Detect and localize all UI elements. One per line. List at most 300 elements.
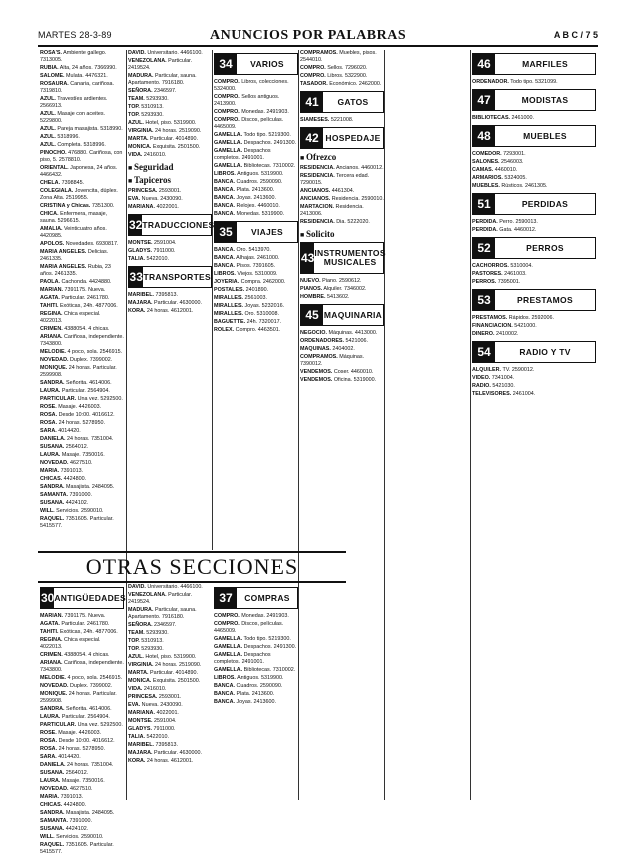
- classified-ad: NUEVO. Piano. 2590612.: [300, 278, 362, 284]
- classified-ad: GAMELLA. Todo tipo. 5219300.: [214, 636, 291, 642]
- ad-keyword: TAHITI.: [40, 629, 59, 635]
- ad-keyword: JOYERIA.: [214, 279, 240, 285]
- ad-keyword: TAHITI.: [40, 303, 59, 309]
- ad-keyword: AGATA.: [40, 295, 60, 301]
- ad-keyword: PINOCHO.: [40, 150, 67, 156]
- classified-ad: SARA. 4014420.: [40, 754, 81, 760]
- ad-keyword: PIANOS.: [300, 286, 323, 292]
- classified-ad: VENEZOLANA. Particular. 2419524.: [128, 592, 193, 605]
- classified-ad: EVA. Nueva. 2430090.: [128, 196, 183, 202]
- section-transportes: [128, 266, 212, 288]
- ad-keyword: GAMELLA.: [214, 644, 243, 650]
- ad-keyword: LAURA.: [40, 452, 61, 458]
- classified-ad: COMPRO. Discos, películas. 4465009.: [214, 621, 284, 634]
- classified-ad: TEAM. 5293930.: [128, 96, 169, 102]
- ad-keyword: REGINA.: [40, 311, 63, 317]
- ad-keyword: MARTACION.: [300, 204, 335, 210]
- column-5-prestamos-list: [472, 315, 596, 338]
- ad-keyword: MAJARA.: [128, 750, 153, 756]
- section-hospedaje: [300, 127, 384, 149]
- paper-page-number: A B C / 7 5: [553, 30, 598, 40]
- classified-ad: AZUL. Pareja masajista. 5318990.: [40, 126, 123, 132]
- ad-keyword: COMPRO.: [214, 117, 240, 123]
- ad-keyword: CRISTINA y Chicas.: [40, 203, 91, 209]
- ad-keyword: SANDRA.: [40, 810, 65, 816]
- ad-keyword: PERDIDA.: [472, 219, 498, 225]
- classified-ad: MONTSE. 2591004.: [128, 240, 177, 246]
- ad-keyword: CHELA.: [40, 180, 61, 186]
- classified-ad: SUSANA. 2564012.: [40, 444, 89, 450]
- classified-ad: SEÑORA. 2346597.: [128, 88, 177, 94]
- ad-keyword: MARIANA.: [128, 204, 155, 210]
- ad-keyword: GAMELLA.: [214, 163, 243, 169]
- classified-ad: AGATA. Particular. 2461780.: [40, 621, 110, 627]
- column-rule: [126, 50, 127, 800]
- column-rule: [470, 50, 471, 800]
- ad-keyword: MARTA.: [128, 136, 149, 142]
- ad-keyword: MONTSE.: [128, 718, 153, 724]
- classified-ad: DANIELA. 24 horas. 7351004.: [40, 436, 114, 442]
- ad-keyword: COMPRO.: [214, 109, 240, 115]
- ad-keyword: ARIANA.: [40, 660, 63, 666]
- classified-ad: RADIO. 5421030.: [472, 383, 515, 389]
- ad-keyword: TOP.: [128, 638, 140, 644]
- ad-keyword: RAQUEL.: [40, 842, 65, 848]
- ad-keyword: COMPRAMOS.: [300, 50, 338, 56]
- ad-keyword: ROSA.: [40, 746, 58, 752]
- section-perros: [472, 237, 596, 259]
- ad-keyword: GAMELLA.: [214, 667, 243, 673]
- ad-keyword: SARA.: [40, 754, 57, 760]
- ad-keyword: MONTSE.: [128, 240, 153, 246]
- classified-ad: MAJARA. Particular. 4630000.: [128, 750, 203, 756]
- classified-ad: TASADOR. Económico. 2462000.: [300, 81, 382, 87]
- classified-ad: TEAM. 5293930.: [128, 630, 169, 636]
- classified-ad: SIAMESES. 5221008.: [300, 117, 354, 123]
- classified-ad: ROSA. Desde 10:00. 4016612.: [40, 412, 115, 418]
- ad-keyword: LAURA.: [40, 388, 61, 394]
- classified-ad: CHICAS. 4424800.: [40, 476, 87, 482]
- ad-keyword: MARIA ANGELES.: [40, 264, 87, 270]
- ad-keyword: ROSE.: [40, 730, 57, 736]
- section-number: 37: [215, 588, 237, 608]
- column-rule: [384, 50, 385, 800]
- classified-ad: KORA. 24 horas. 4612001.: [128, 758, 194, 764]
- section-title: RADIO Y TV: [519, 346, 571, 357]
- ad-keyword: CAMAS.: [472, 167, 494, 173]
- column-5-perros-list: [472, 263, 596, 286]
- classified-ad: PRINCESA. 2593001.: [128, 694, 182, 700]
- classified-ad: VENDEMOS. Coser. 4460010.: [300, 369, 374, 375]
- classified-ad: RESIDENCIA. Dia. 5222020.: [300, 219, 370, 225]
- classified-ad: SUSANA. 2564012.: [40, 770, 89, 776]
- ad-keyword: GAMELLA.: [214, 132, 243, 138]
- classified-ad: PERDIDA. Gata. 4460012.: [472, 227, 537, 233]
- ad-keyword: PARTICULAR.: [40, 396, 77, 402]
- ad-keyword: SARA.: [40, 428, 57, 434]
- classified-ad: ROSE. Masaje. 4426003.: [40, 404, 102, 410]
- classified-ad: ROLEX. Compro. 4463501.: [214, 327, 281, 333]
- ad-keyword: PARTICULAR.: [40, 722, 77, 728]
- classified-ad: GLADYS. 7911000.: [128, 248, 176, 254]
- ad-keyword: LAURA.: [40, 714, 61, 720]
- ad-keyword: KORA.: [128, 758, 146, 764]
- ad-keyword: VENDEMOS.: [300, 377, 333, 383]
- section-number: 41: [301, 92, 323, 112]
- section-number: 45: [301, 305, 323, 325]
- ad-keyword: SUSANA.: [40, 500, 65, 506]
- ad-keyword: PRESTAMOS.: [472, 315, 508, 321]
- classified-ad: PINOCHO. 476880. Cariñosa, con piso, 5. 2578810.: [40, 150, 123, 163]
- ad-keyword: CRIMEN.: [40, 652, 63, 658]
- classified-ad: RESIDENCIA. Tercera edad. 7290015.: [300, 173, 370, 186]
- ad-keyword: TOP.: [128, 112, 140, 118]
- ad-keyword: COLEGIALA.: [40, 188, 74, 194]
- classified-ad: LIBROS. Viejos. 5310009.: [214, 271, 278, 277]
- lower-column-3: [214, 584, 298, 798]
- classified-ad: WILL. Servicios. 2590010.: [40, 834, 104, 840]
- classified-ad: RUBIA. Alta, 24 años. 7366990.: [40, 65, 117, 71]
- classified-ad: MARIA ANGELES. Rubia, 23 años. 2461335.: [40, 264, 111, 277]
- classified-ad: ANCIANOS. 4461304.: [300, 188, 355, 194]
- ad-keyword: COMPRO.: [214, 79, 240, 85]
- ad-keyword: WILL.: [40, 508, 55, 514]
- classified-ad: DINERO. 2410002.: [472, 331, 519, 337]
- section-muebles: [472, 125, 596, 147]
- ad-keyword: LIBROS.: [214, 675, 236, 681]
- otras-secciones-banner: OTRAS SECCIONES: [38, 551, 346, 583]
- classified-ad: CHICAS. 4424800.: [40, 802, 87, 808]
- classified-ad: BIBLIOTECAS. 2461000.: [472, 115, 535, 121]
- lower-column-3-list: [214, 613, 298, 706]
- classified-ad: ARIANA. Cariñosa, independiente. 7343800.: [40, 660, 124, 673]
- column-4-top-list: [300, 50, 384, 88]
- ad-keyword: TEAM.: [128, 630, 145, 636]
- ad-keyword: AZUL.: [40, 111, 56, 117]
- classified-ad: SANDRA. Señorita. 4614006.: [40, 706, 112, 712]
- classified-ad: ROSAURA. Canaria, cariñosa. 7319810.: [40, 81, 115, 94]
- section-marfiles: [472, 53, 596, 75]
- ad-keyword: MELODIE.: [40, 675, 67, 681]
- classified-ad: PRINCESA. 2593001.: [128, 188, 182, 194]
- classified-ad: DAVID. Universitario. 4466100.: [128, 584, 203, 590]
- classified-ad: NOVEDAD. 4627510.: [40, 460, 93, 466]
- classified-ad: PERROS. 7395001.: [472, 279, 521, 285]
- section-title: MODISTAS: [521, 94, 569, 105]
- ad-keyword: BANCA.: [214, 187, 235, 193]
- classified-ad: VIRGINIA. 24 horas. 2519090.: [128, 128, 202, 134]
- ad-keyword: BAGUETTE.: [214, 319, 246, 325]
- classified-ad: COMPRAMOS. Muebles, pisos. 2544010.: [300, 50, 377, 63]
- classified-ad: DAVID. Universitario. 4466100.: [128, 50, 203, 56]
- classified-ad: SALOME. Mulata. 4476321.: [40, 73, 108, 79]
- classified-ad: LAURA. Particular. 2564904.: [40, 714, 110, 720]
- ad-keyword: MAQUINAS.: [300, 346, 331, 352]
- section-number: 30: [41, 588, 54, 608]
- section-number: 42: [301, 128, 323, 148]
- section-number: 53: [473, 290, 495, 310]
- section-number: 52: [473, 238, 495, 258]
- classified-ad: MARTA. Particular. 4014890.: [128, 670, 199, 676]
- section-title: INSTRUMENTOS MUSICALES: [314, 248, 386, 267]
- ad-keyword: KORA.: [128, 308, 146, 314]
- ad-keyword: SANDRA.: [40, 484, 65, 490]
- classified-ad: TALIA. 5422010.: [128, 734, 169, 740]
- ad-keyword: HOMBRE.: [300, 294, 326, 300]
- classified-ad: TOP. 5293930.: [128, 646, 164, 652]
- ad-keyword: EVA.: [128, 702, 141, 708]
- classified-ad: RESIDENCIA. Ancianos. 4460012.: [300, 165, 384, 171]
- ad-keyword: MARIAN.: [40, 613, 64, 619]
- ad-keyword: MUEBLES.: [472, 183, 500, 189]
- section-title: HOSPEDAJE: [325, 132, 381, 143]
- classified-ad: PRESTAMOS. Rápidos. 2592006.: [472, 315, 555, 321]
- ad-keyword: LIBROS.: [214, 271, 236, 277]
- ad-keyword: MONICA.: [128, 144, 152, 150]
- classified-ad: VIDA. 2416010.: [128, 686, 167, 692]
- ad-keyword: TELEVISORES.: [472, 391, 512, 397]
- ad-keyword: MIRALLES.: [214, 295, 244, 301]
- classified-ad: SUSANA. 4424102.: [40, 826, 89, 832]
- ad-keyword: SANDRA.: [40, 380, 65, 386]
- ad-keyword: LIBROS.: [214, 171, 236, 177]
- classified-ad: SALONES. 2546003.: [472, 159, 524, 165]
- ad-keyword: VENEZOLANA.: [128, 592, 167, 598]
- ad-keyword: SUSANA.: [40, 826, 65, 832]
- section-number: 48: [473, 126, 495, 146]
- classified-ad: CHICA. Enfermera, masaje, sauna. 5296615.: [40, 211, 108, 224]
- classified-ad: ROSE. Masaje. 4426003.: [40, 730, 102, 736]
- ad-keyword: BANCA.: [214, 683, 235, 689]
- classified-ad: APOLOS. Novedades. 6930817.: [40, 241, 119, 247]
- classified-ad: EVA. Nueva. 2430090.: [128, 702, 183, 708]
- section-title: VARIOS: [250, 58, 284, 69]
- ad-keyword: PERDIDA.: [472, 227, 498, 233]
- ad-keyword: ALQUILER.: [472, 367, 502, 373]
- ad-keyword: MONIQUE.: [40, 365, 68, 371]
- ad-keyword: COMPRO.: [214, 94, 240, 100]
- ad-keyword: RESIDENCIA.: [300, 173, 335, 179]
- classified-ad: NOVEDAD. 4627510.: [40, 786, 93, 792]
- ad-keyword: GAMELLA.: [214, 652, 243, 658]
- ad-keyword: ROSA.: [40, 420, 58, 426]
- classified-ad: MARIA. 7391013.: [40, 468, 84, 474]
- column-5-muebles-list: [472, 151, 596, 190]
- classified-ad: AZUL. 5318996.: [40, 134, 80, 140]
- column-1: [40, 50, 124, 548]
- ad-keyword: AMALIA.: [40, 226, 63, 232]
- ad-keyword: COMPRO.: [300, 73, 326, 79]
- classified-ad: SUSANA. 4424102.: [40, 500, 89, 506]
- ad-keyword: DINERO.: [472, 331, 495, 337]
- ad-keyword: AZUL.: [128, 120, 144, 126]
- ad-keyword: SEÑORA.: [128, 88, 153, 94]
- section-title: PERDIDAS: [521, 198, 569, 209]
- classified-ad: PARTICULAR. Una vez. 5292500.: [40, 396, 123, 402]
- ad-keyword: COMEDOR.: [472, 151, 502, 157]
- classified-ad: SAMANTA. 7391000.: [40, 492, 93, 498]
- classified-ad: BANCA. Relojes. 4460010.: [214, 203, 280, 209]
- ad-keyword: VENDEMOS.: [300, 369, 333, 375]
- ad-keyword: MARIBEL.: [128, 292, 155, 298]
- classified-ad: SARA. 4014420.: [40, 428, 81, 434]
- classified-ad: MARIA ANGELES. Delicias. 2461335.: [40, 249, 109, 262]
- classified-ad: ARIANA. Cariñosa, independiente. 7343800.: [40, 334, 124, 347]
- header-rule: [38, 45, 598, 47]
- ad-keyword: BANCA.: [214, 255, 235, 261]
- classified-ad: COMPRAMOS. Máquinas. 7390012.: [300, 354, 365, 367]
- classified-ad: REGINA. Chica especial. 4022013.: [40, 311, 101, 324]
- column-5-marfiles-list: [472, 79, 596, 86]
- classified-ad: ROSA. 24 horas. 5278950.: [40, 746, 106, 752]
- ad-keyword: MARIAN.: [40, 287, 64, 293]
- classified-ad: MARIAN. 7391175. Nueva.: [40, 287, 106, 293]
- classified-ad: ROSA. Desde 10:00. 4016612.: [40, 738, 115, 744]
- column-4-bottom-list: [300, 330, 384, 384]
- column-3: [214, 50, 298, 548]
- ad-keyword: BANCA.: [214, 699, 235, 705]
- ad-keyword: SALOME.: [40, 73, 65, 79]
- section-traducciones: [128, 214, 215, 236]
- section-viajes: [214, 221, 298, 243]
- ad-keyword: VIDA.: [128, 152, 143, 158]
- classified-ad: GAMELLA. Bibliotecas. 7310002.: [214, 163, 296, 169]
- classified-ad: VENEZOLANA. Particular. 2419524.: [128, 58, 193, 71]
- classified-ad: BANCA. Pisos. 7391605.: [214, 263, 276, 269]
- classified-ad: CRIMEN. 4388054. 4 chicas.: [40, 652, 110, 658]
- classified-ad: MADURA. Particular, sauna. Apartamento. 7916180.: [128, 607, 197, 620]
- ad-keyword: SIAMESES.: [300, 117, 330, 123]
- ad-keyword: BIBLIOTECAS.: [472, 115, 511, 121]
- classified-ad: RAQUEL. 7351605. Particular. 5415577.: [40, 842, 114, 855]
- ad-keyword: BANCA.: [214, 691, 235, 697]
- classified-ad: SAMANTA. 7391000.: [40, 818, 93, 824]
- section-perdidas: [472, 193, 596, 215]
- classified-ad: COMEDOR. 7293001.: [472, 151, 526, 157]
- page-title: ANUNCIOS POR PALABRAS: [210, 28, 407, 43]
- ad-keyword: BANCA.: [214, 179, 235, 185]
- classified-ad: LAURA. Masaje. 7350016.: [40, 452, 105, 458]
- classified-ad: TOP. 5310913.: [128, 638, 164, 644]
- classified-ad: ANCIANOS. Residencia. 2590010.: [300, 196, 384, 202]
- section-radio-tv: [472, 341, 596, 363]
- classified-ad: GAMELLA. Despachos completos. 2491001.: [214, 652, 271, 665]
- classified-ad: COMPRO. Libros. 5322900.: [300, 73, 368, 79]
- section-title: PERROS: [526, 242, 564, 253]
- ad-keyword: NEGOCIO.: [300, 330, 327, 336]
- ad-keyword: TASADOR.: [300, 81, 328, 87]
- classified-ad: PAOLA. Cachonda. 4424880.: [40, 279, 112, 285]
- ad-keyword: AZUL.: [40, 126, 56, 132]
- section-number: 33: [129, 267, 143, 287]
- column-5-modistas-list: [472, 115, 596, 122]
- column-rule: [212, 50, 213, 550]
- section-number: 43: [301, 243, 314, 273]
- ad-keyword: TALIA.: [128, 734, 145, 740]
- ad-keyword: ANCIANOS.: [300, 188, 331, 194]
- classified-ad: BANCA. Oro. 5413970.: [214, 247, 271, 253]
- ad-keyword: BANCA.: [214, 247, 235, 253]
- classified-ad: COMPRO. Libros, colecciones. 5324000.: [214, 79, 289, 92]
- ad-keyword: VIRGINIA.: [128, 662, 154, 668]
- ad-keyword: CHICA.: [40, 211, 59, 217]
- classified-ad: GAMELLA. Despachos. 2491300.: [214, 644, 297, 650]
- classified-ad: MARIBEL. 7395813.: [128, 292, 179, 298]
- classified-ad: COMPRO. Monedas. 2491903.: [214, 109, 289, 115]
- ad-keyword: AZUL.: [40, 134, 56, 140]
- classified-ad: MARIANA. 4022001.: [128, 710, 179, 716]
- classified-ad: TELEVISORES. 2461004.: [472, 391, 536, 397]
- column-2-trad-list: [128, 240, 212, 263]
- classified-ad: AZUL. Masaje con aceites. 5229800.: [40, 111, 106, 124]
- classified-ad: AGATA. Particular. 2461780.: [40, 295, 110, 301]
- classified-ad: COLEGIALA. Jovencita, dúplex. Zona Alta. 2519955.: [40, 188, 118, 201]
- ad-keyword: TOP.: [128, 104, 140, 110]
- section-compras: [214, 587, 298, 609]
- classified-ad: BANCA. Monedas. 5319900.: [214, 211, 285, 217]
- classified-ad: COMPRO. Sellos. 7296020.: [300, 65, 368, 71]
- classified-ad: PARTICULAR. Una vez. 5292500.: [40, 722, 123, 728]
- classified-ad: AZUL. Hotel, piso. 5319900.: [128, 654, 197, 660]
- classified-ad: ORDENADOR. Todo tipo. 5321099.: [472, 79, 558, 85]
- ad-keyword: DANIELA.: [40, 436, 66, 442]
- classified-ad: MIRALLES. 2561003.: [214, 295, 268, 301]
- ad-keyword: SUSANA.: [40, 444, 65, 450]
- classified-ad: MARTA. Particular. 4014890.: [128, 136, 199, 142]
- section-number: 35: [215, 222, 237, 242]
- lower-column-1: [40, 584, 126, 855]
- section-title: VIAJES: [250, 226, 284, 237]
- section-modistas: [472, 89, 596, 111]
- ad-keyword: MARIBEL.: [128, 742, 155, 748]
- classified-ad: WILL. Servicios. 2590010.: [40, 508, 104, 514]
- classified-ad: BANCA. Cuadros. 2590090.: [214, 683, 283, 689]
- classified-ad: MIRALLES. Oro. 5310008.: [214, 311, 280, 317]
- ad-keyword: MIRALLES.: [214, 303, 244, 309]
- ad-keyword: DAVID.: [128, 584, 146, 590]
- ad-keyword: ROSE.: [40, 404, 57, 410]
- classified-ad: MARIANA. 4022001.: [128, 204, 179, 210]
- classified-ad: ALQUILER. TV. 2590012.: [472, 367, 535, 373]
- column-4: [300, 50, 384, 800]
- classified-ad: MUEBLES. Rústicos. 2461305.: [472, 183, 548, 189]
- classified-ad: PERDIDA. Perro. 2590013.: [472, 219, 538, 225]
- classified-ad: BANCA. Cuadros. 2590090.: [214, 179, 283, 185]
- ad-keyword: DAVID.: [128, 50, 146, 56]
- ad-keyword: ROSA'S.: [40, 50, 62, 56]
- classified-ad: LIBROS. Antiguos. 5319900.: [214, 675, 284, 681]
- ad-keyword: TEAM.: [128, 96, 145, 102]
- section-title: MARFILES: [522, 58, 568, 69]
- ad-keyword: AZUL.: [40, 96, 56, 102]
- classified-ad: CRIMEN. 4388054. 4 chicas.: [40, 326, 110, 332]
- classified-ad: TOP. 5293930.: [128, 112, 164, 118]
- column-2: [128, 50, 215, 548]
- classified-ad: ORDENADORES. 5421006.: [300, 338, 369, 344]
- section-prestamos: [472, 289, 596, 311]
- section-varios: [214, 53, 298, 75]
- ad-keyword: PERROS.: [472, 279, 497, 285]
- ad-keyword: MAJARA.: [128, 300, 153, 306]
- classified-ad: FINANCIACION. 5421000.: [472, 323, 537, 329]
- ad-keyword: VIRGINIA.: [128, 128, 154, 134]
- ad-keyword: VIDEO.: [472, 375, 491, 381]
- section-title: GATOS: [337, 96, 369, 107]
- ad-keyword: MARIA.: [40, 794, 60, 800]
- classified-ad: LIBROS. Antiguos. 5319900.: [214, 171, 284, 177]
- classified-ad: ARMARIOS. 5324005.: [472, 175, 527, 181]
- ad-keyword: NUEVO.: [300, 278, 321, 284]
